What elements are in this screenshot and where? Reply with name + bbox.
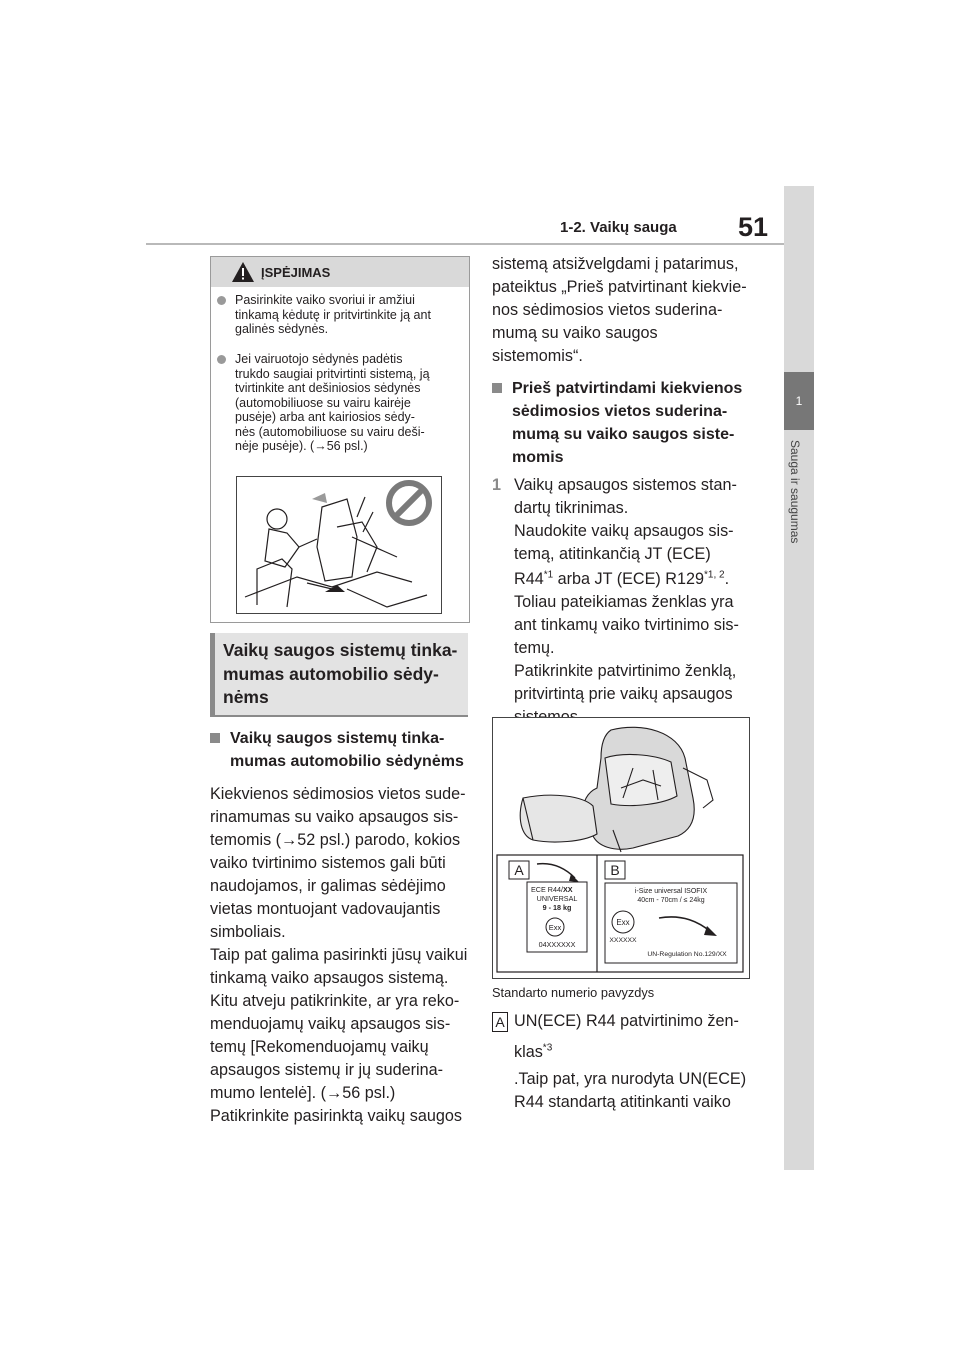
right-column-top bbox=[492, 253, 754, 729]
isize-line-1: i-Size universal ISOFIX bbox=[634, 888, 708, 895]
text-line: apsaugos sistemų ir jų suderina- bbox=[210, 1061, 444, 1079]
warning-title: ĮSPĖJIMAS bbox=[261, 265, 331, 280]
text-line: mumą su vaiko saugos siste- bbox=[512, 426, 735, 443]
text-line: temų. bbox=[514, 639, 555, 657]
step-1 bbox=[492, 474, 754, 729]
text-line: mumas automobilio sėdynėms bbox=[230, 753, 464, 770]
section-title: 1-2. Vaikų sauga bbox=[560, 219, 677, 236]
page-number: 51 bbox=[738, 212, 769, 242]
text-line: Jei vairuotojo sėdynės padėtis bbox=[235, 352, 403, 366]
footnote-ref: *1 bbox=[543, 569, 554, 581]
section-heading bbox=[210, 633, 468, 717]
warning-item bbox=[217, 352, 463, 462]
warning-triangle-icon bbox=[231, 261, 255, 283]
text-line: tinkamą vaiko apsaugos sistemą. bbox=[210, 969, 449, 987]
square-bullet-icon bbox=[492, 383, 502, 393]
warning-item-text bbox=[235, 352, 463, 454]
label-b: B bbox=[610, 862, 620, 878]
text-line: nės (automobiliuose su vairu deši- bbox=[235, 424, 425, 439]
text-line: nėje pusėje). (→56 psl.) bbox=[235, 439, 368, 453]
text-line: simboliais. bbox=[210, 923, 286, 941]
text-line: vietas montuojant vadovaujantis bbox=[210, 900, 441, 918]
header-rule bbox=[146, 243, 784, 245]
svg-text:ECE R44/XX bbox=[531, 885, 573, 894]
text-line: Taip pat galima pasirinkti jūsų vaikui bbox=[210, 946, 468, 964]
isize-regulation: UN-Regulation No.129/XX bbox=[647, 951, 727, 958]
text-line: Naudokite vaikų apsaugos sis- bbox=[514, 522, 734, 540]
text-line: sistemomis“. bbox=[492, 347, 583, 365]
label-a: A bbox=[514, 862, 524, 878]
ece-line-3: 9 - 18 kg bbox=[542, 903, 572, 912]
figure-caption: Standarto numerio pavyzdys bbox=[492, 985, 655, 1000]
text-span: arba JT (ECE) R129 bbox=[553, 570, 704, 588]
text-line bbox=[514, 1041, 754, 1064]
text-line: R44 standartą atitinkanti vaiko bbox=[514, 1093, 731, 1111]
paragraph bbox=[210, 783, 470, 1128]
text-line: naudojamos, ir galimas sėdėjimo bbox=[210, 877, 446, 895]
left-column bbox=[210, 727, 470, 1128]
text-line: galinės sėdynės. bbox=[235, 322, 329, 336]
warning-illustration bbox=[236, 476, 442, 614]
text-line: sėdimosios vietos suderina- bbox=[512, 403, 728, 420]
text-line: momis bbox=[512, 449, 564, 466]
child-seat-illustration bbox=[493, 718, 749, 978]
ece-code: 04XXXXXX bbox=[538, 940, 576, 949]
text-line: menduojamų vaikų apsaugos sis- bbox=[210, 1015, 451, 1033]
text-span: klas bbox=[514, 1043, 543, 1061]
item-a bbox=[492, 1010, 754, 1114]
approval-mark-figure bbox=[492, 717, 750, 979]
text-line: pateiktus „Prieš patvirtinant kiekvie- bbox=[492, 278, 747, 296]
text-line: Vaikų saugos sistemų tinka- bbox=[230, 730, 445, 747]
chapter-label bbox=[788, 440, 810, 580]
text-line: Kiekvienos sėdimosios vietos sude- bbox=[210, 785, 466, 803]
text-line: Vaikų apsaugos sistemos stan- bbox=[514, 476, 737, 494]
footnote-ref: *3 bbox=[542, 1042, 553, 1054]
text-line: pritvirtintą prie vaikų apsaugos bbox=[514, 685, 733, 703]
text-line: (automobiliuose su vairu kairėje bbox=[235, 395, 411, 410]
ece-mark: Exx bbox=[548, 923, 562, 932]
text-line: UN(ECE) R44 patvirtinimo žen- bbox=[514, 1012, 739, 1030]
warning-box bbox=[210, 256, 470, 623]
prohibited-seat-illustration bbox=[237, 477, 441, 613]
text-line: temomis (→52 psl.) parodo, kokios bbox=[210, 831, 461, 849]
text-span: . bbox=[724, 570, 730, 588]
text-line: sistemą atsižvelgdami į patarimus, bbox=[492, 255, 739, 273]
text-line: mumą su vaiko saugos bbox=[492, 324, 658, 342]
text-line: vaiko tvirtinimo sistemos gali būti bbox=[210, 854, 446, 872]
paragraph bbox=[492, 253, 754, 368]
subheading bbox=[492, 377, 754, 469]
text-line: Toliau pateikiamas ženklas yra bbox=[514, 593, 734, 611]
text-line: rinamumas su vaiko apsaugos sis- bbox=[210, 808, 459, 826]
isize-code: XXXXXX bbox=[609, 937, 637, 944]
text-line: Pasirinkite vaiko svoriui ir amžiui bbox=[235, 293, 415, 307]
bullet-icon bbox=[217, 296, 226, 305]
bullet-icon bbox=[217, 355, 226, 364]
section-heading-text bbox=[223, 639, 463, 710]
text-line: nėms bbox=[223, 687, 269, 707]
text-line: temą, atitinkančią JT (ECE) bbox=[514, 545, 711, 563]
ece-xx: XX bbox=[562, 885, 573, 894]
chapter-label-text: Sauga ir saugumas bbox=[788, 440, 802, 544]
text-line: trukdo saugiai pritvirtinti sistemą, ją bbox=[235, 366, 430, 381]
text-line bbox=[514, 568, 754, 591]
warning-item bbox=[217, 293, 463, 341]
text-line: nos sėdimosios vietos suderina- bbox=[492, 301, 723, 319]
text-line: pusėje) arba ant kairiosios sėdy- bbox=[235, 410, 415, 424]
text-line: Prieš patvirtindami kiekvienos bbox=[512, 380, 743, 397]
label-a-box: A bbox=[492, 1012, 508, 1032]
square-bullet-icon bbox=[210, 733, 220, 743]
text-line: Vaikų saugos sistemų tinka- bbox=[223, 640, 458, 660]
text-line: Kitu atveju patikrinkite, ar yra reko- bbox=[210, 992, 460, 1010]
text-line: mumo lentelė]. (→56 psl.) bbox=[210, 1084, 396, 1102]
text-span: R44 bbox=[514, 570, 544, 588]
text-line: dartų tikrinimas. bbox=[514, 499, 629, 517]
text-line: Patikrinkite patvirtinimo ženklą, bbox=[514, 662, 737, 680]
text-line: tinkamą kėdutę ir pritvirtinkite ją ant bbox=[235, 307, 431, 322]
text-line: tvirtinkite ant dešiniosios sėdynės bbox=[235, 381, 421, 395]
chapter-number-tab: 1 bbox=[784, 372, 814, 430]
ece-line-1: ECE R44/ bbox=[531, 885, 563, 894]
text-line: Patikrinkite pasirinktą vaikų saugos bbox=[210, 1107, 462, 1125]
text-line: .Taip pat, yra nurodyta UN(ECE) bbox=[514, 1070, 747, 1088]
subheading bbox=[210, 727, 470, 773]
item-a-body bbox=[492, 1010, 754, 1114]
warning-header bbox=[211, 257, 469, 287]
isize-line-2: 40cm - 70cm / ≤ 24kg bbox=[637, 897, 705, 904]
warning-item-text bbox=[235, 293, 463, 337]
text-line: mumas automobilio sėdy- bbox=[223, 663, 439, 684]
step-number: 1 bbox=[492, 476, 502, 494]
footnote-ref: *1, 2 bbox=[704, 569, 725, 581]
text-line: ant tinkamų vaiko tvirtinimo sis- bbox=[514, 616, 739, 634]
text-line: temų [Rekomenduojamų vaikų bbox=[210, 1038, 429, 1056]
isize-mark: Exx bbox=[616, 918, 630, 927]
side-tab-strip bbox=[784, 186, 814, 1170]
ece-line-2: UNIVERSAL bbox=[536, 894, 578, 903]
